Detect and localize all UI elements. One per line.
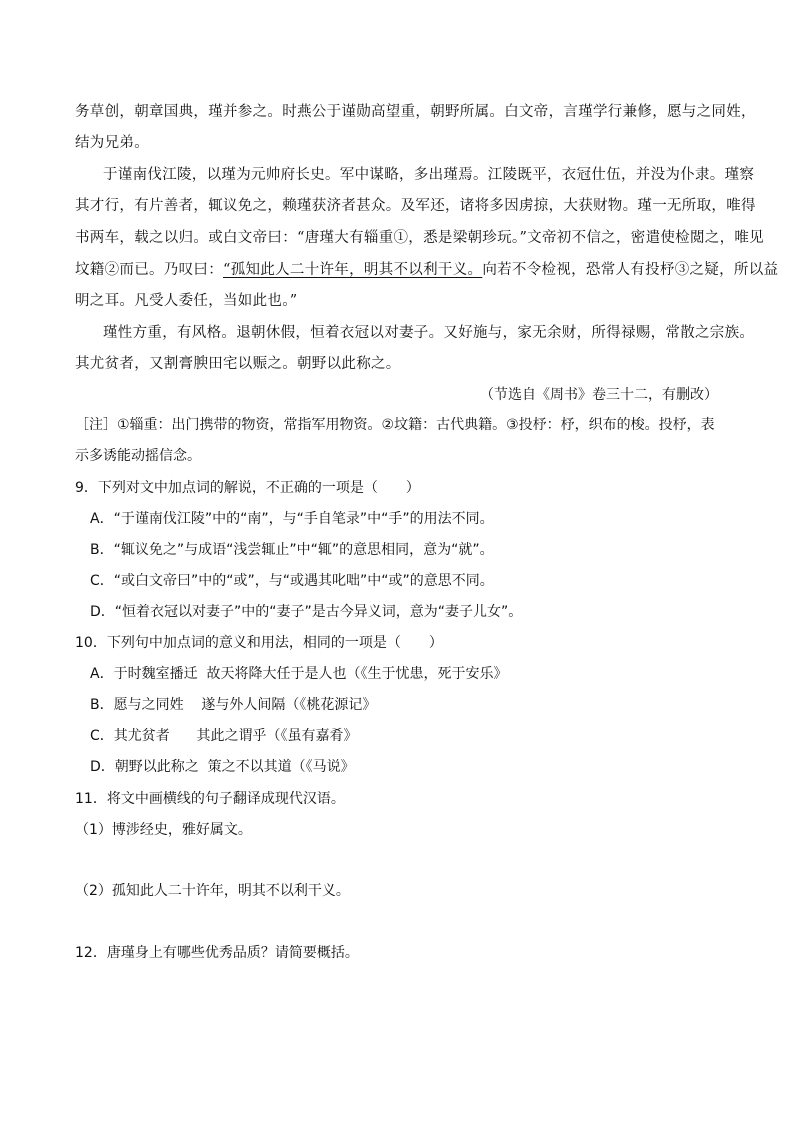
- question-9-option-d: D．“恒着衣冠以对妻子”中的“妻子”是古今异义词，意为“妻子儿女”。: [90, 604, 523, 620]
- question-10-option-d: D．朝野以此称之 策之不以其道（《马说》: [90, 759, 355, 775]
- question-9-option-a: A．“于谨南伐江陵”中的“南”，与“手自笔录”中“手”的用法不同。: [90, 511, 494, 527]
- question-11-sentence-2: （2）孤知此人二十许年，明其不以利干义。: [75, 883, 350, 899]
- question-10-option-a: A．于时魏室播迁 故天将降大任于是人也（《生于忧患，死于安乐》: [90, 666, 508, 682]
- passage-line: 于谨南伐江陵，以瑾为元帅府长史。军中谋略，多出瑾焉。江陵既平，衣冠仕伍，并没为仆隶。瑾察: [103, 167, 755, 183]
- question-10-stem: 10．下列句中加点词的意义和用法，相同的一项是（ ）: [75, 635, 443, 651]
- question-9-stem: 9．下列对文中加点词的解说，不正确的一项是（ ）: [75, 480, 420, 496]
- passage-source: （节选自《周书》卷三十二，有删改）: [480, 387, 718, 403]
- annotation-line: 示多诱能动摇信念。: [75, 448, 201, 464]
- passage-line: [75, 258, 778, 279]
- passage-line: 明之耳。凡受人委任，当如此也。”: [75, 293, 298, 309]
- passage-line: 书两车，载之以归。或白文帝曰：“唐瑾大有辎重①，悉是梁朝珍玩。”文帝初不信之，密遣使检閲之，唯见: [75, 230, 764, 246]
- question-11-stem: 11．将文中画横线的句子翻译成现代汉语。: [75, 791, 345, 807]
- passage-text: 坟籍②而已。乃叹曰：: [75, 262, 223, 278]
- question-11-sentence-1: （1）博涉经史，雅好属文。: [75, 822, 252, 838]
- question-9-option-b: B．“辄议免之”与成语“浅尝辄止”中“辄”的意思相同，意为“就”。: [90, 542, 494, 558]
- passage-line: 其才行，有片善者，辄议免之，赖瑾获济者甚众。及军还，诸将多因虏掠，大获财物。瑾一无所取，唯得: [75, 198, 756, 214]
- question-12-stem: 12．唐瑾身上有哪些优秀品质？请简要概括。: [75, 945, 359, 961]
- passage-text: 向若不令检视，恐常人有投杼③之疑，所以益: [482, 262, 779, 278]
- question-9-option-c: C．“或白文帝曰”中的“或”，与“或遇其叱咄”中“或”的意思不同。: [90, 573, 494, 589]
- passage-line: 瑾性方重，有风格。退朝休假，恒着衣冠以对妻子。又好施与，家无余财，所得禄赐，常散之宗族。: [103, 325, 755, 341]
- passage-line: 结为兄弟。: [75, 135, 149, 151]
- question-10-option-c: C．其尤贫者 其此之谓乎（《虽有嘉肴》: [90, 728, 358, 744]
- question-10-option-b: B．愿与之同姓 遂与外人间隔（《桃花源记》: [90, 697, 377, 713]
- passage-line: 其尤贫者，又割膏腴田宅以赈之。朝野以此称之。: [75, 356, 401, 372]
- underlined-sentence: “孤知此人二十许年，明其不以利干义。: [223, 262, 483, 278]
- annotation-line: ［注］①辎重：出门携带的物资，常指军用物资。②坟籍：古代典籍。③投杼：杼，织布的梭。投杼，表: [75, 417, 715, 433]
- passage-line: 务草创，朝章国典，瑾并参之。时燕公于谨勋高望重，朝野所属。白文帝，言瑾学行兼修，愿与之同姓，: [75, 104, 756, 120]
